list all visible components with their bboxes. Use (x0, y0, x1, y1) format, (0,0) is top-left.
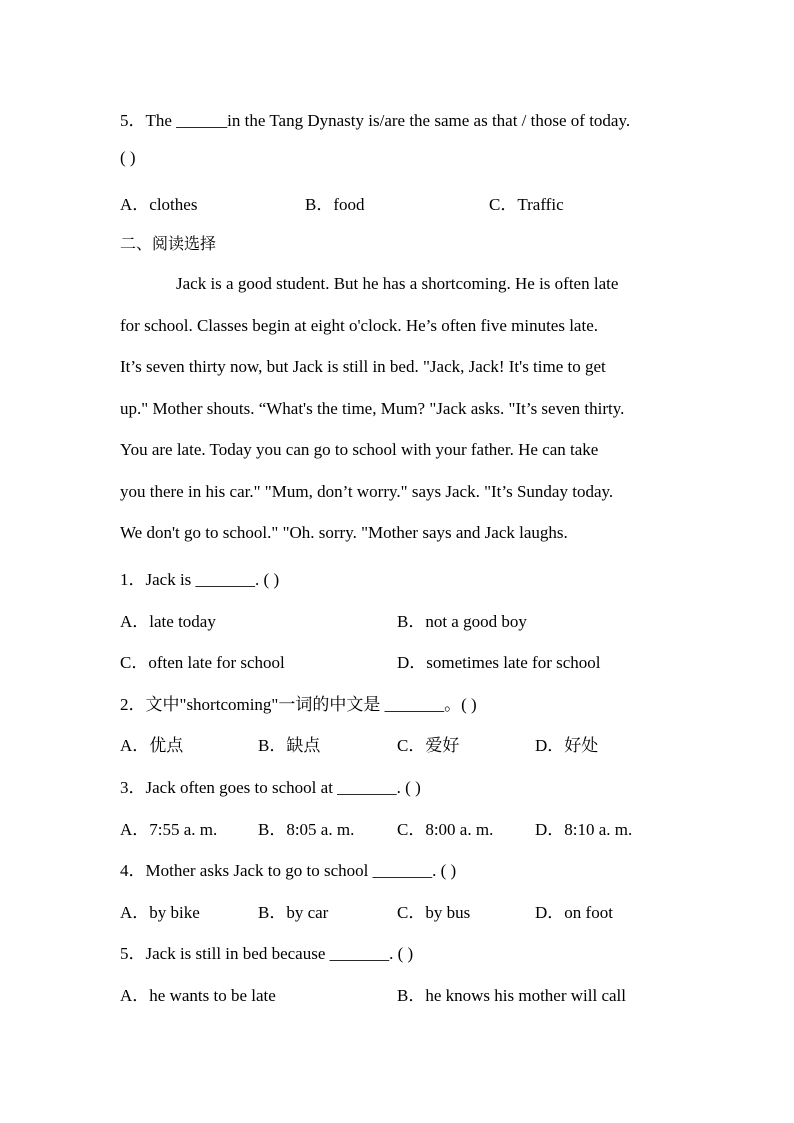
q5-option-b: B．food (305, 195, 365, 214)
passage-line: you there in his car." "Mum, don’t worry." says Jack. "It’s Sunday today. (120, 481, 614, 501)
question-5-option-a: A．he wants to be late (120, 986, 276, 1005)
passage-line: up." Mother shouts. “What's the time, Mum? "Jack asks. "It’s seven thirty. (120, 398, 625, 418)
q5-answer-bracket: ( ) (120, 148, 136, 167)
question-2-option-b: B．缺点 (258, 736, 321, 755)
question-1-option-c: C．often late for school (120, 653, 285, 672)
question-3-option-b: B．8:05 a. m. (258, 820, 355, 839)
question-3-option-c: C．8:00 a. m. (397, 820, 494, 839)
question-2-option-a: A．优点 (120, 736, 184, 755)
question-3-option-d: D．8:10 a. m. (535, 820, 633, 839)
section-heading: 二、阅读选择 (120, 234, 217, 253)
question-1-option-d: D．sometimes late for school (397, 653, 601, 672)
passage-line: Jack is a good student. But he has a shortcoming. He is often late (176, 274, 619, 293)
question-3-stem: 3．Jack often goes to school at _______. ( ) (120, 778, 421, 797)
question-4-option-d: D．on foot (535, 903, 613, 922)
question-2-option-d: D．好处 (535, 736, 599, 755)
passage-line: It’s seven thirty now, but Jack is still in bed. "Jack, Jack! It's time to get (120, 357, 606, 376)
question-2-stem: 2．文中"shortcoming"一词的中文是 _______。( ) (120, 695, 477, 714)
reading-passage (120, 263, 680, 554)
passage-line: for school. Classes begin at eight o'clock. He’s often five minutes late. (120, 315, 599, 335)
question-5-stem: 5．Jack is still in bed because _______. ( ) (120, 944, 414, 963)
q5-stem: 5．The ______in the Tang Dynasty is/are the same as that / those of today. (120, 111, 631, 130)
question-1-option-b: B．not a good boy (397, 612, 527, 631)
question-1-stem: 1．Jack is _______. ( ) (120, 570, 280, 589)
question-2-option-c: C．爱好 (397, 736, 460, 755)
question-3-option-a: A．7:55 a. m. (120, 820, 218, 839)
question-4-option-b: B．by car (258, 903, 329, 922)
question-5-option-b: B．he knows his mother will call (397, 986, 627, 1005)
q5-option-c: C．Traffic (489, 195, 564, 214)
passage-line: You are late. Today you can go to school with your father. He can take (120, 440, 599, 459)
q5-option-a: A．clothes (120, 195, 198, 214)
passage-line: We don't go to school." "Oh. sorry. "Mother says and Jack laughs. (120, 523, 568, 542)
question-4-option-c: C．by bus (397, 903, 471, 922)
question-1-option-a: A．late today (120, 612, 216, 631)
question-4-stem: 4．Mother asks Jack to go to school _______. ( ) (120, 861, 457, 880)
question-4-option-a: A．by bike (120, 903, 200, 922)
